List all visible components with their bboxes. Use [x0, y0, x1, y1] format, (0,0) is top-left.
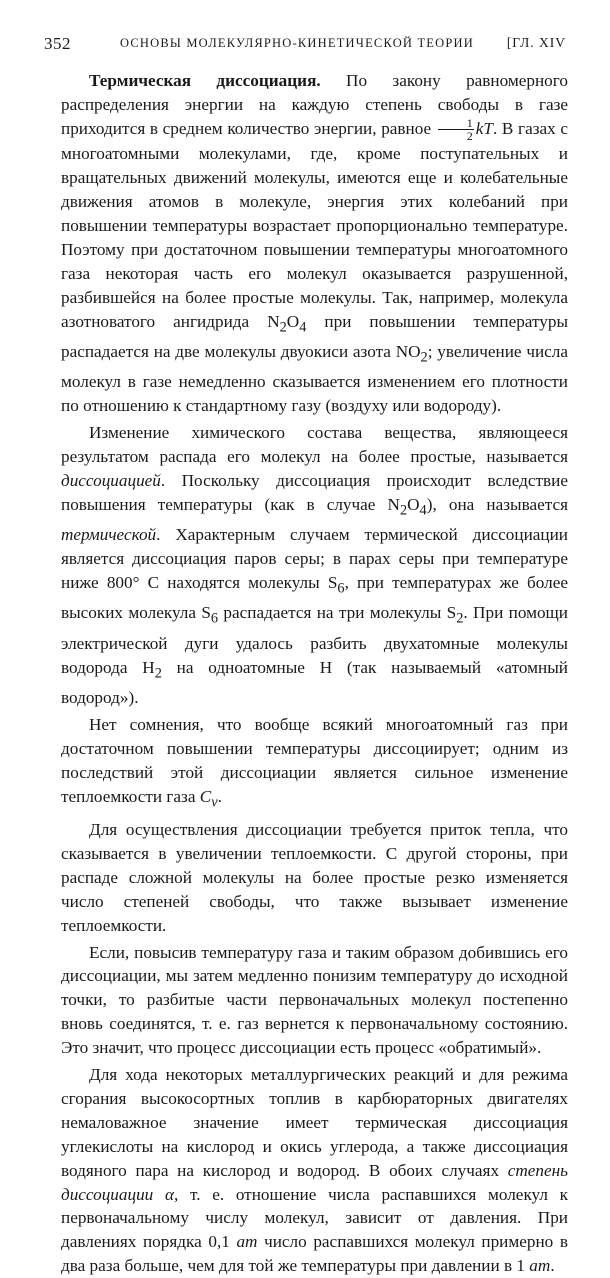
paragraph-definition: Изменение химического состава вещества, являющееся результатом распада его молекул на более простые, называется диссоциацией. Поскольку диссоциация происходит вследствие повышения температуры (как в случае $N_2O_4$), она называется термической. Характерным случаем термической диссоциации является диссоциация паров серы; в парах серы при температуре ниже 800° С находятся молекулы $S_6$, при температурах же более высоких молекула $S_6$ распадается на три молекулы $S_2$. При помощи электрической дуги удалось разбить двухатомные молекулы водорода $H_2$ на одноатомные H (так называемый «атомный водород»).	[61, 423, 568, 708]
running-title: ОСНОВЫ МОЛЕКУЛЯРНО-КИНЕТИЧЕСКОЙ ТЕОРИИ	[120, 36, 474, 50]
paragraph-thermal-dissociation: Термическая диссоциация. По закону равномерного распределения энергии на каждую степень свободы в газе приходится в среднем количество энергии, равное $\frac{1}{2}$ kT. В газах с многоатомными молекулами, где, кроме поступательных и вращательных движений молекулы, имеются еще и колебательные движения атомов в молекуле, энергия этих колебаний при повышении температуры возрастает пропорционально температуре. Поэтому при достаточном повышении температуры многоатомного газа некоторая часть его молекул оказывается разрушенной, разбившейся на более простые молекулы. Так, например, молекула азотноватого ангидрида $N_2O_4$ при повышении температуры распадается на две молекулы двуокиси азота $NO_2$; увеличение числа молекул в газе немедленно сказывается изменением его плотности по отношению к стандартному газу (воздуху или водороду).	[61, 71, 568, 416]
unit-atm: am	[236, 1232, 258, 1252]
page-header	[44, 34, 566, 58]
term-dissociation: диссоциацией	[61, 471, 161, 491]
formula-N2O4: $N_2O_4$	[387, 494, 427, 519]
formula-NO2: $NO_2$	[395, 342, 428, 366]
term-degree-of-dissociation: степень диссоциации α	[61, 1160, 568, 1204]
page-number: 352	[44, 34, 71, 53]
formula-N2O4: $N_2O_4$	[267, 311, 307, 336]
paragraph-heat-capacity: Нет сомнения, что вообще всякий многоатомный газ при достаточном повышении температуры диссоциирует; одним из последствий этой диссоциации является сильное изменение теплоемкости газа $C_v$.	[61, 714, 568, 811]
paragraph-heat-supply: Для осуществления диссоциации требуется приток тепла, что сказывается в увеличении теплоемкости. С другой стороны, при распаде сложной молекулы на более простые резко изменяется число степеней свободы, что также вызывает изменение теплоемкости.	[61, 819, 568, 935]
section-heading: Термическая диссоциация.	[89, 71, 321, 90]
formula-Cv: $C_v$	[199, 786, 218, 811]
page-body	[61, 69, 568, 1278]
chapter-label: [ГЛ. XIV	[506, 35, 566, 50]
fraction-one-half: $\frac{1}{2}$	[438, 117, 474, 142]
formula-S2: $S_2$	[446, 603, 464, 627]
term-thermal: термической	[61, 525, 157, 545]
formula-S6: $S_6$	[327, 573, 345, 597]
paragraph-reversibility: Если, повысив температуру газа и таким образом добившись его диссоциации, мы затем медленно понизим температуру до исходной точки, то разбитые части первоначальных молекул постепенно вновь соединятся, т. е. газ вернется к первоначальному состоянию. Это значит, что процесс диссоциации есть процесс «обратимый».	[61, 942, 568, 1058]
formula-kT: kT	[475, 118, 493, 138]
unit-atm: am	[529, 1256, 551, 1276]
formula-H2: $H_2$	[142, 657, 162, 682]
formula-S6: $S_6$	[201, 603, 219, 627]
paragraph-applications: Для хода некоторых металлургических реакций и для режима сгорания высокосортных топлив в карбюраторных двигателях немаловажное значение имеет термическая диссоциация углекислоты на кислород и окись углерода, а также диссоциация водяного пара на кислород и водород. В обоих случаях степень диссоциации α, т. е. отношение числа распавшихся молекул к первоначальному числу молекул, зависит от давления. При давлениях порядка 0,1 am число распавшихся молекул примерно в два раза больше, чем для той же температуры при давлении в 1 am.	[61, 1065, 569, 1276]
